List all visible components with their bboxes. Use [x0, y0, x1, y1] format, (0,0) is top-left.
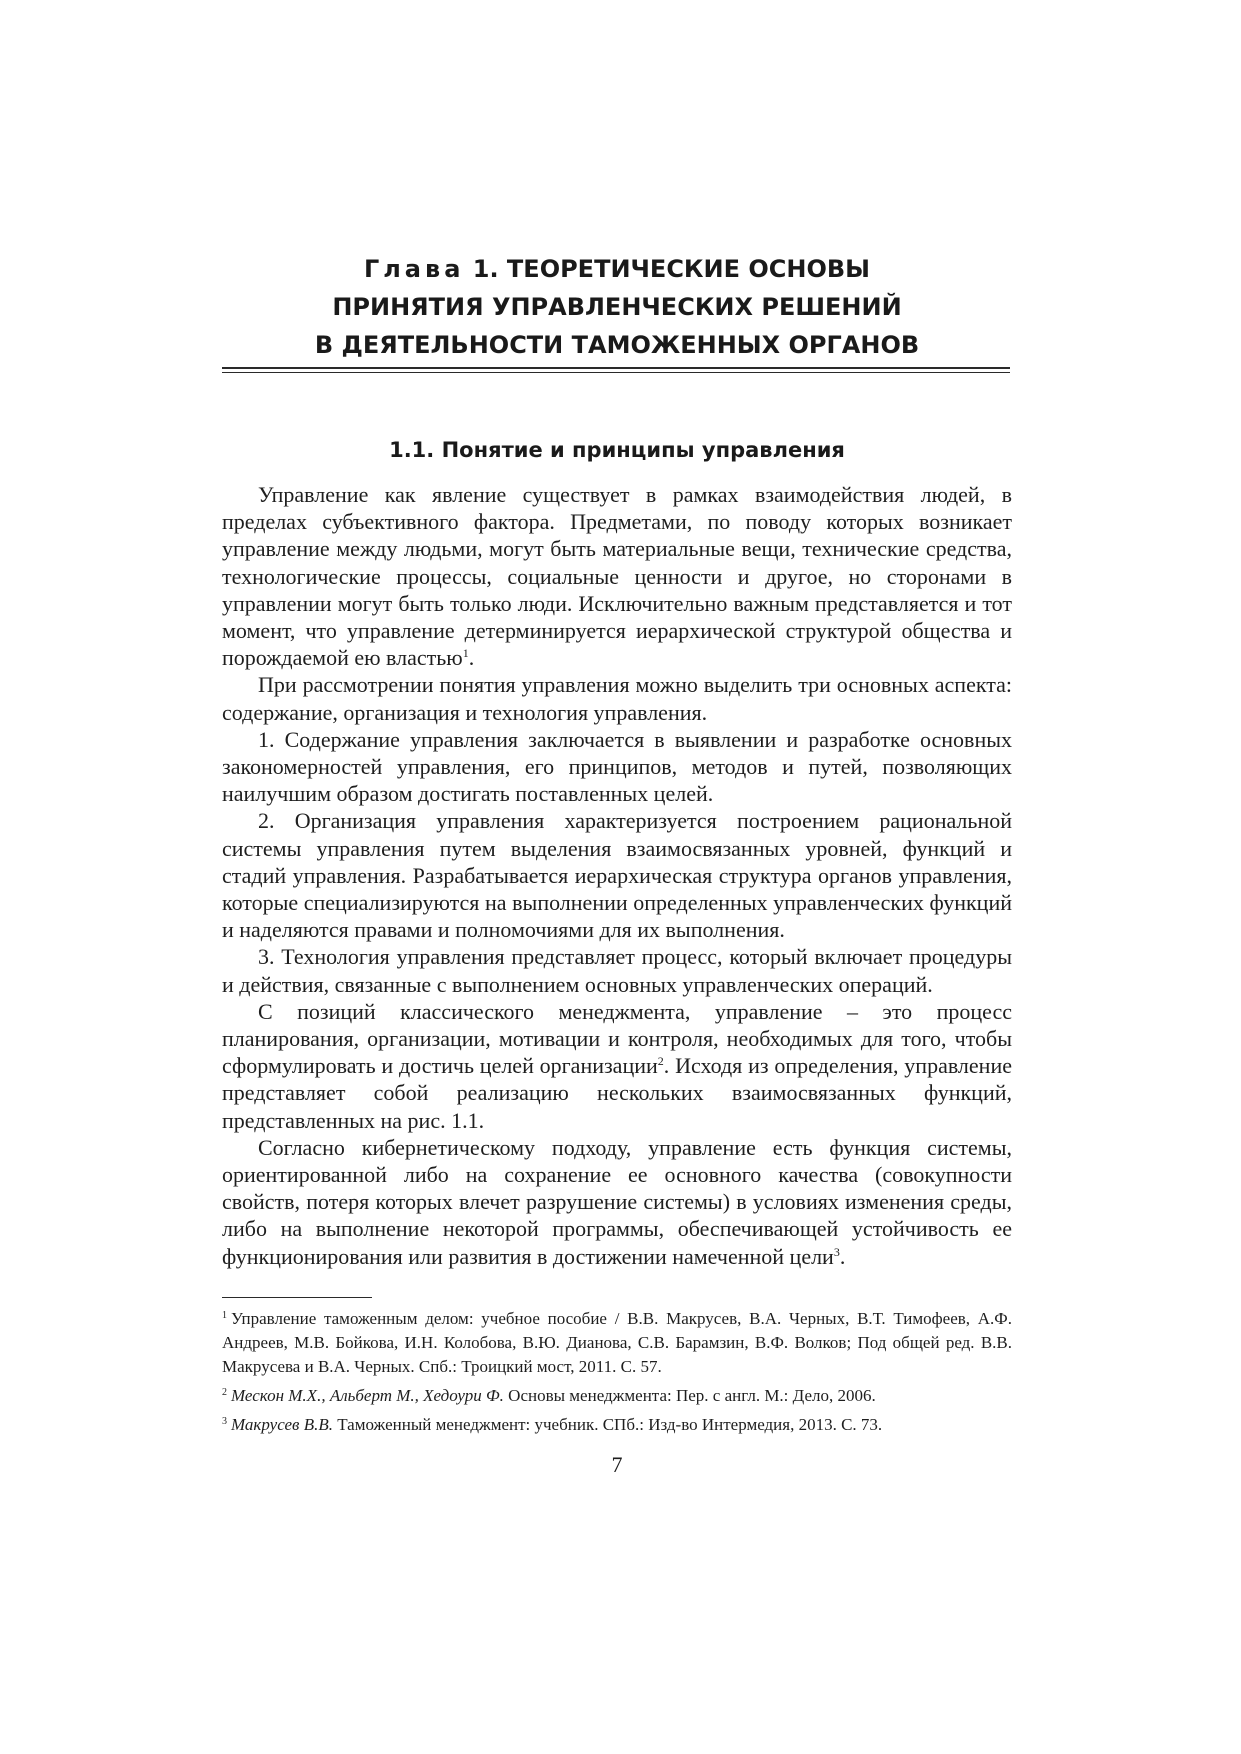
chapter-title-line-1: [222, 250, 1012, 288]
section-title: 1.1. Понятие и принципы управления: [389, 438, 845, 462]
page-number: 7: [611, 1452, 623, 1477]
body-text: [222, 481, 1012, 1270]
paragraph: При рассмотрении понятия управления можно выделить три основных аспекта: содержание, организация и технология управления.: [222, 672, 1012, 725]
chapter-title-text-1: 1. ТЕОРЕТИЧЕСКИЕ ОСНОВЫ: [472, 255, 871, 283]
paragraph: 2. Организация управления характеризуется построением рациональной системы управления путем выделения взаимосвязанных уровней, функций и стадий управления. Разрабатывается иерархическая структура органов управления, которые специализируются на выполнении определенных управленческих функций и наделяются правами и полномочиями для их выполнения.: [222, 808, 1012, 943]
paragraph: С позиций классического менеджмента, управление – это процесс планирования, организации, мотивации и контроля, необходимых для того, чтобы сформулировать и достичь целей организации$^2$. Исходя из определения, управление представляет собой реализацию нескольких взаимосвязанных функций, представленных на рис. 1.1.: [222, 998, 1012, 1133]
footnote-ref: 2: [657, 1054, 664, 1069]
chapter-title-line-2: ПРИНЯТИЯ УПРАВЛЕНЧЕСКИХ РЕШЕНИЙ: [332, 293, 902, 321]
footnote-3: $^3$ Макрусев В.В. Таможенный менеджмент: учебник. СПб.: Изд-во Интермедия, 2013. С. 73.: [222, 1415, 883, 1434]
chapter-title-line-3: В ДЕЯТЕЛЬНОСТИ ТАМОЖЕННЫХ ОРГАНОВ: [314, 331, 920, 359]
paragraph: Управление как явление существует в рамках взаимодействия людей, в пределах субъективного фактора. Предметами, по поводу которых возникает управление между людьми, могут быть материальные вещи, технические средства, технологические процессы, социальные ценности и другое, но сторонами в управлении могут быть только люди. Исключительно важным представляется и тот момент, что управление детерминируется иерархической структурой общества и порождаемой ею властью$^1$.: [222, 482, 1012, 671]
chapter-divider: [222, 367, 1010, 373]
chapter-title: [222, 250, 1012, 364]
paragraph: 3. Технология управления представляет процесс, который включает процедуры и действия, связанные с выполнением основных управленческих операций.: [222, 944, 1012, 997]
footnote-1: $^1$ Управление таможенным делом: учебное пособие / В.В. Макрусев, В.А. Черных, В.Т. Тимофеев, А.Ф. Андреев, М.В. Бойкова, И.Н. Колобова, В.Ю. Дианова, С.В. Барамзин, В.Ф. Волков; Под общей ред. В.В. Макрусева и В.А. Черных. Спб.: Троицкий мост, 2011. С. 57.: [222, 1309, 1012, 1376]
footnote-ref: 1: [462, 646, 469, 661]
footnote-2: $^2$ Мескон М.Х., Альберт М., Хедоури Ф. Основы менеджмента: Пер. с англ. М.: Дело, 2006.: [222, 1386, 876, 1405]
footnote-divider: [222, 1297, 372, 1298]
paragraph: Согласно кибернетическому подходу, управление есть функция системы, ориентированной либо на сохранение ее основного качества (совокупности свойств, потеря которых влечет разрушение системы) в условиях изменения среды, либо на выполнение некоторой программы, обеспечивающей устойчивость ее функционирования или развития в достижении намеченной цели$^3$.: [222, 1134, 1012, 1269]
footnotes: [222, 1307, 1012, 1442]
chapter-prefix: Глава: [363, 255, 465, 283]
paragraph: 1. Содержание управления заключается в выявлении и разработке основных закономерностей управления, его принципов, методов и путей, позволяющих наилучшим образом достигать поставленных целей.: [222, 726, 1012, 807]
footnote-ref: 3: [833, 1244, 840, 1259]
